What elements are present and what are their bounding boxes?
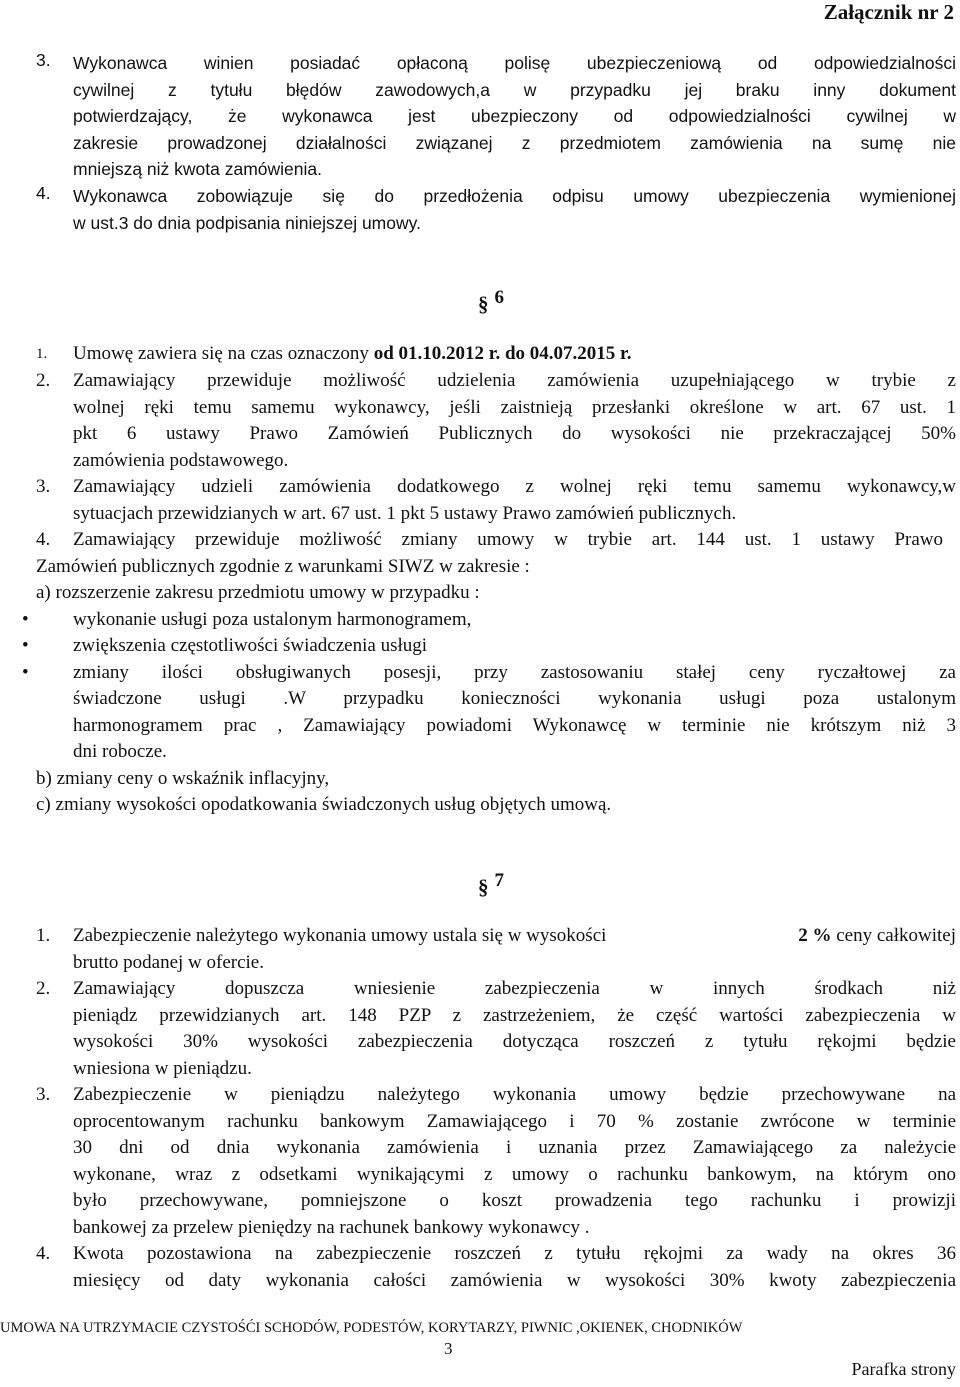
- attachment-label: Załącznik nr 2: [823, 0, 954, 24]
- text-line: Zamawiający dopuszcza wniesienie zabezpieczenia w innych środkach niż: [73, 978, 956, 999]
- item-number: 3.: [36, 476, 51, 497]
- bullet-icon: •: [22, 635, 29, 656]
- option-c: c) zmiany wysokości opodatkowania świadczonych usług objętych umową.: [36, 794, 612, 815]
- text-line: dni robocze.: [73, 741, 167, 762]
- paragraph-s7-1: [73, 923, 956, 976]
- item-number: 2.: [36, 978, 51, 999]
- page-number: 3: [444, 1339, 453, 1358]
- text-line: zakresie prowadzonej działalności związanej z przedmiotem zamówienia na sumę nie: [73, 132, 956, 153]
- text-line: bankowej za przelew pieniędzy na rachunek bankowy wykonawcy .: [73, 1216, 590, 1238]
- paragraph-s7-3: [73, 1082, 956, 1241]
- term-dates: od 01.10.2012 r. do 04.07.2015 r.: [373, 343, 632, 364]
- text-line: 30 dni od dnia wykonania zamówienia i uznania przez Zamawiającego za należycie: [73, 1137, 956, 1158]
- text-line: Zamawiający przewiduje możliwość udzielenia zamówienia uzupełniającego w trybie z: [73, 370, 956, 391]
- initials-label: Parafka strony: [851, 1359, 956, 1379]
- paragraph-s6-1: [73, 341, 631, 368]
- percent-value: 2 %: [798, 925, 832, 946]
- bullet-item: [73, 633, 956, 660]
- bullet-icon: •: [22, 608, 29, 630]
- text-line: wysokości 30% wysokości zabezpieczenia dotycząca roszczeń z tytułu rękojmi będzie: [73, 1031, 956, 1052]
- section-number: 7: [494, 870, 504, 891]
- option-b: b) zmiany ceny o wskaźnik inflacyjny,: [36, 767, 330, 789]
- text-line: a) rozszerzenie zakresu przedmiotu umowy w przypadku :: [36, 582, 480, 603]
- text-line: potwierdzający, że wykonawca jest ubezpieczony od odpowiedzialności cywilnej w: [73, 106, 956, 126]
- text-line: Kwota pozostawiona na zabezpieczenie roszczeń z tytułu rękojmi za wady na okres 36: [73, 1243, 956, 1264]
- paragraph-s7-4: [73, 1241, 956, 1294]
- paragraph-s6-3: [73, 474, 956, 527]
- paragraph-s6-4-cont: [36, 554, 956, 607]
- paragraph-s7-2: [73, 976, 956, 1082]
- text-line: zamówienia podstawowego.: [73, 449, 289, 471]
- section-number: 6: [494, 287, 504, 308]
- text-line: świadczone usługi .W przypadku konieczności wykonania usługi poza ustalonym: [73, 688, 956, 709]
- text-line: mniejszą niż kwota zamówienia.: [73, 159, 322, 179]
- item-number: 1.: [36, 346, 48, 362]
- text-line: wniesiona w pieniądzu.: [73, 1057, 252, 1079]
- item-number: 3.: [36, 50, 51, 70]
- item-number: 2.: [36, 370, 51, 391]
- text-line: zwiększenia częstotliwości świadczenia usługi: [73, 635, 428, 656]
- text-line: wykonane, wraz z odsetkami wynikającymi z umowy o rachunku bankowym, na którym ono: [73, 1163, 956, 1185]
- bullet-icon: •: [22, 661, 29, 683]
- text-line: wolnej ręki temu samemu wykonawcy, jeśli zaistnieją przesłanki określone w art. 67 ust. 1: [73, 396, 956, 418]
- text-line: Zamawiający przewiduje możliwość zmiany umowy w trybie art. 144 ust. 1 ustawy Prawo: [73, 529, 943, 550]
- paragraph-s5-4: [73, 183, 956, 236]
- bullet-item: [73, 660, 956, 766]
- section-symbol: §: [478, 875, 489, 899]
- text-line: miesięcy od daty wykonania całości zamówienia w wysokości 30% kwoty zabezpieczenia: [73, 1269, 956, 1291]
- text-line: cywilnej z tytułu błędów zawodowych,a w przypadku jej braku inny dokument: [73, 79, 956, 100]
- paragraph-s6-4: [73, 527, 943, 554]
- item-number: 3.: [36, 1084, 51, 1105]
- section-heading-6: [478, 287, 504, 317]
- text-line: Zamówień publicznych zgodnie z warunkami SIWZ w zakresie :: [36, 555, 530, 577]
- text-part: ceny całkowitej: [831, 925, 956, 946]
- term-text: Umowę zawiera się na czas oznaczony: [73, 343, 374, 364]
- text-line: było przechowywane, pomniejszone o koszt prowadzenia tego rachunku i prowizji: [73, 1190, 956, 1211]
- paragraph-s5-3: [73, 50, 956, 183]
- text-line: wykonanie usługi poza ustalonym harmonogramem,: [73, 608, 472, 630]
- text-line: Wykonawca winien posiadać opłaconą polisę ubezpieczeniową od odpowiedzialności: [73, 53, 956, 73]
- section-symbol: §: [478, 292, 489, 316]
- item-number: 4.: [36, 1243, 51, 1264]
- text-line: zmiany ilości obsługiwanych posesji, przy zastosowaniu stałej ceny ryczałtowej za: [73, 661, 956, 683]
- text-line: harmonogramem prac , Zamawiający powiadomi Wykonawcę w terminie nie krótszym niż 3: [73, 714, 956, 736]
- section-heading-7: [478, 870, 504, 900]
- text-line: [73, 923, 956, 950]
- text-line: Zabezpieczenie w pieniądzu należytego wykonania umowy będzie przechowywane na: [73, 1084, 956, 1105]
- text-line: Zamawiający udzieli zamówienia dodatkowego z wolnej ręki temu samemu wykonawcy,w: [73, 476, 956, 497]
- footer-title: UMOWA NA UTRZYMACIE CZYSTOŚĆI SCHODÓW, PODESTÓW, KORYTARZY, PIWNIC ,OKIENEK, CHODNIKÓW: [0, 1320, 743, 1336]
- text-part: Zabezpieczenie należytego wykonania umowy ustala się w wysokości: [73, 925, 612, 946]
- text-line: sytuacjach przewidzianych w art. 67 ust. 1 pkt 5 ustawy Prawo zamówień publicznych.: [73, 502, 737, 524]
- text-line: brutto podanej w ofercie.: [73, 951, 264, 973]
- item-number: 1.: [36, 925, 51, 946]
- paragraph-s6-2: [73, 368, 956, 474]
- text-line: pieniądz przewidzianych art. 148 PZP z zastrzeżeniem, że część wartości zabezpieczenia w: [73, 1004, 956, 1026]
- bullet-item: [73, 607, 956, 634]
- item-number: 4.: [36, 529, 51, 550]
- item-number: 4.: [36, 183, 51, 203]
- text-line: pkt 6 ustawy Prawo Zamówień Publicznych do wysokości nie przekraczającej 50%: [73, 423, 956, 444]
- text-line: Wykonawca zobowiązuje się do przedłożenia odpisu umowy ubezpieczenia wymienionej: [73, 186, 956, 206]
- text-line: oprocentowanym rachunku bankowym Zamawiającego i 70 % zostanie zwrócone w terminie: [73, 1110, 956, 1132]
- text-line: w ust.3 do dnia podpisania niniejszej umowy.: [73, 212, 421, 233]
